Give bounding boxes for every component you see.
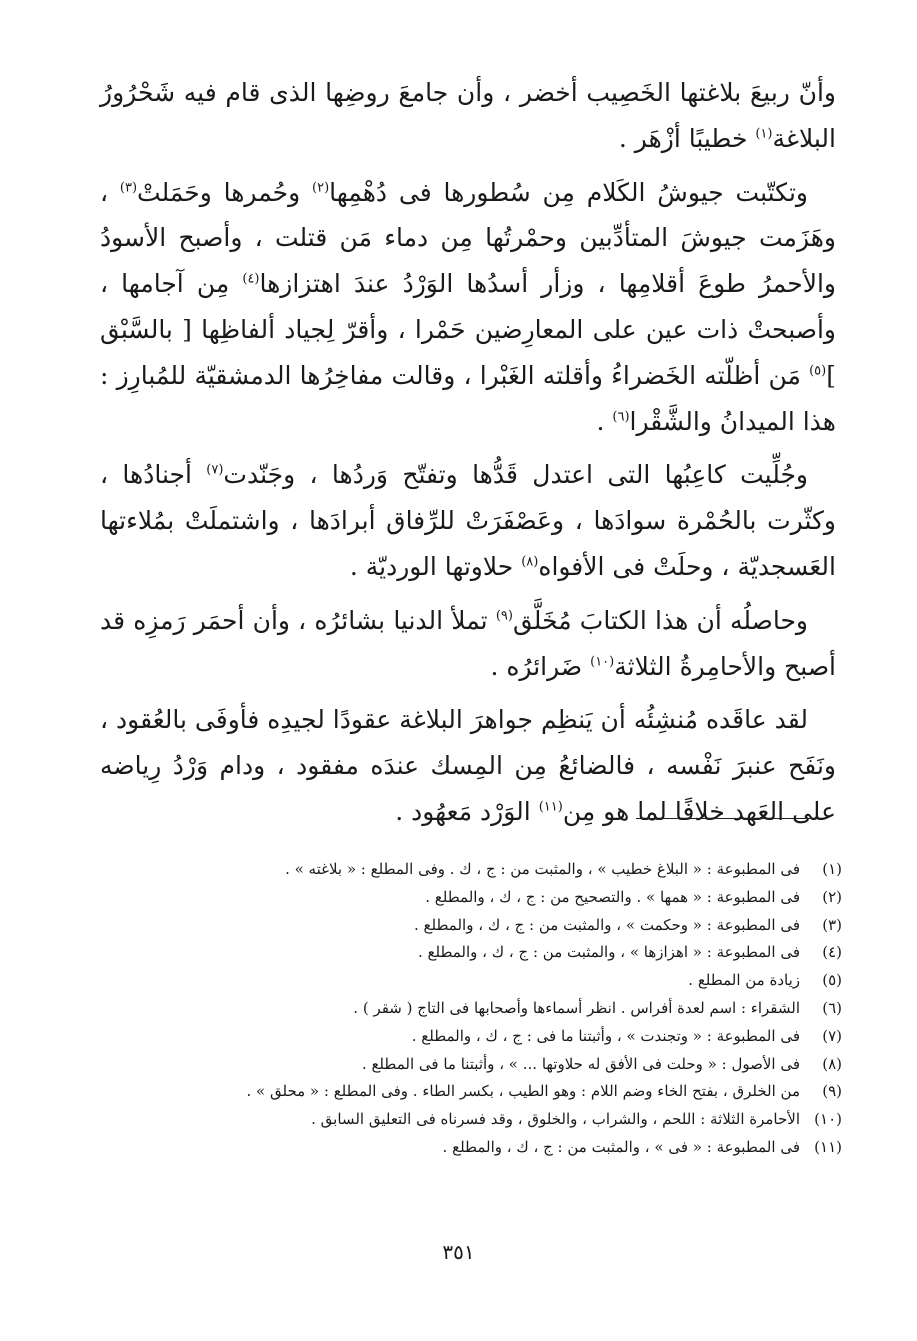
footnote-text: زيادة من المطلع . bbox=[688, 971, 800, 990]
footnote bbox=[150, 967, 842, 995]
footnote-text: فى المطبوعة : « وتجندت » ، وأثبتنا ما فى : ج ، ك ، والمطلع . bbox=[411, 1026, 800, 1045]
footnote-marker: (٨) bbox=[521, 554, 539, 570]
footnote-number: (١) bbox=[822, 860, 842, 878]
footnote-marker: (٩) bbox=[495, 608, 513, 624]
footnote-number: (٣) bbox=[822, 915, 842, 934]
footnote bbox=[150, 1051, 842, 1079]
footnote bbox=[150, 912, 842, 940]
footnote-number: (٧) bbox=[822, 1026, 842, 1045]
footnote-text: فى الأصول : « وحلت فى الأفق له حلاوتها ... » ، وأثبتنا ما فى المطلع . bbox=[361, 1054, 800, 1073]
footnote-marker: (١) bbox=[755, 126, 773, 142]
text-segment: الوَرْد مَعهُود . bbox=[395, 796, 539, 826]
text-segment: حلاوتها الورديّة . bbox=[349, 551, 522, 581]
footnote-text: فى المطبوعة : « البلاغ خطيب » ، والمثبت من : ج ، ك . وفى المطلع : « بلاغته » . bbox=[285, 860, 800, 878]
footnote bbox=[150, 995, 842, 1023]
footnote bbox=[150, 1106, 842, 1134]
paragraph bbox=[100, 697, 836, 834]
text-segment: لقد عاقَده مُنشِئُه أن يَنظِم جواهرَ البلاغة عقودًا لجيدِه فأوفَى بالعُقود ، ونَفَح عنبرَ نَفْسه ، فالضائعُ مِن المِسك عندَه مفقود ، ودام وَرْدُ رِياضه على العَهد خلافًا لما هو مِن bbox=[100, 705, 836, 826]
text-segment: مِن آجامها ، وأصبحتْ ذات عين على المعارِضين حَمْرا ، وأقرّ لِجياد ألفاظِها [ بالسَّبْق ] bbox=[100, 269, 836, 390]
footnote bbox=[150, 1078, 842, 1106]
footnote-text: فى المطبوعة : « اهزازها » ، والمثبت من : ج ، ك ، والمطلع . bbox=[417, 943, 800, 962]
text-segment: مَن أظلّته الخَضراءُ وأقلته الغَبْرا ، وقالت مفاخِرُها الدمشقيّة للمُبارِز : هذا الميدانُ والشَّقْرا bbox=[100, 360, 836, 436]
paragraph bbox=[100, 170, 836, 445]
paragraph bbox=[100, 70, 836, 162]
footnote bbox=[150, 856, 842, 884]
footnote-marker: (١١) bbox=[538, 799, 563, 815]
footnote-number: (٦) bbox=[822, 998, 842, 1017]
text-segment: خطيبًا أزْهَر . bbox=[618, 123, 756, 153]
footnote-number: (٨) bbox=[822, 1054, 842, 1073]
footnote-number: (٩) bbox=[822, 1082, 842, 1101]
footnote bbox=[150, 884, 842, 912]
footnote-text: الشقراء : اسم لعدة أفراس . انظر أسماءها وأصحابها فى التاج ( شقر ) . bbox=[353, 998, 800, 1017]
text-segment: ، وهَزَمت جيوشَ المتأدِّبين وحمْرتُها مِن دماء مَن قتلت ، وأصبح الأسودُ والأحمرُ طوعَ أقلامِها ، وزأر أسدُها الوَرْدُ عندَ اهتزازها bbox=[100, 177, 836, 299]
footnote-marker: (٦) bbox=[612, 409, 630, 425]
text-segment: أجنادُها ، وكثّرت بالحُمْرة سوادَها ، وعَصْفَرَتْ للرِّفاق أبرادَها ، واشتملَتْ بمُلاءتها العَسجديّة ، وحلَتْ فى الأفواه bbox=[100, 460, 836, 581]
footnote bbox=[150, 1023, 842, 1051]
footnote-divider bbox=[636, 818, 822, 819]
text-segment: وحُمرها وحَمَلتْ bbox=[137, 177, 313, 207]
footnote-number: (٥) bbox=[822, 971, 842, 990]
footnote-text: من الخلرق ، بفتح الخاء وضم اللام : وهو الطيب ، بكسر الطاء . وفى المطلع : « محلق » . bbox=[246, 1082, 800, 1101]
text-segment: تملأ الدنيا بشائرُه ، وأن أحمَر رَمزِه قد أصبح والأحامِرةُ الثلاثة bbox=[100, 605, 836, 681]
text-segment: . bbox=[596, 406, 613, 436]
text-segment: وحاصلُه أن هذا الكتابَ مُخَلَّق bbox=[512, 605, 808, 635]
paragraph bbox=[100, 452, 836, 589]
footnote-marker: (٢) bbox=[312, 180, 330, 196]
footnote-number: (٤) bbox=[822, 943, 842, 962]
text-segment: وأنّ ربيعَ بلاغتها الخَصِيب أخضر ، وأن جامعَ روضِها الذى قام فيه شَحْرُورُ البلاغة bbox=[100, 78, 836, 153]
footnote-text: فى المطبوعة : « همها » . والتصحيح من : ج ، ك ، والمطلع . bbox=[425, 887, 800, 906]
footnotes bbox=[150, 856, 842, 1162]
footnote-number: (١٠) bbox=[814, 1110, 842, 1129]
text-segment: ضَرائرُه . bbox=[490, 651, 591, 681]
main-text bbox=[100, 70, 836, 843]
footnote-text: فى المطبوعة : « فى » ، والمثبت من : ج ، ك ، والمطلع . bbox=[442, 1137, 800, 1156]
footnote-text: الأحامرة الثلاثة : اللحم ، والشراب ، والخلوق ، وقد فسرناه فى التعليق السابق . bbox=[311, 1110, 800, 1129]
text-segment: وجُلِّيت كاعِبُها التى اعتدل قَدُّها وتفتّح وَردُها ، وجَنّدت bbox=[223, 460, 808, 490]
page-number: ٣٥١ bbox=[442, 1240, 475, 1264]
footnote bbox=[150, 939, 842, 967]
footnote-marker: (٥) bbox=[809, 363, 827, 379]
footnote-number: (٢) bbox=[822, 887, 842, 906]
footnote-marker: (٣) bbox=[119, 180, 138, 196]
footnote-marker: (٧) bbox=[206, 463, 224, 479]
text-segment: وتكتّبت جيوشُ الكَلام مِن سُطورها فى دُهْمِها bbox=[329, 177, 809, 207]
footnote-marker: (٤) bbox=[242, 271, 260, 287]
paragraph bbox=[100, 598, 836, 690]
footnote-number: (١١) bbox=[814, 1137, 842, 1156]
footnote-text: فى المطبوعة : « وحكمت » ، والمثبت من : ج ، ك ، والمطلع . bbox=[414, 915, 800, 934]
footnote-marker: (١٠) bbox=[590, 654, 615, 670]
footnote bbox=[150, 1134, 842, 1162]
